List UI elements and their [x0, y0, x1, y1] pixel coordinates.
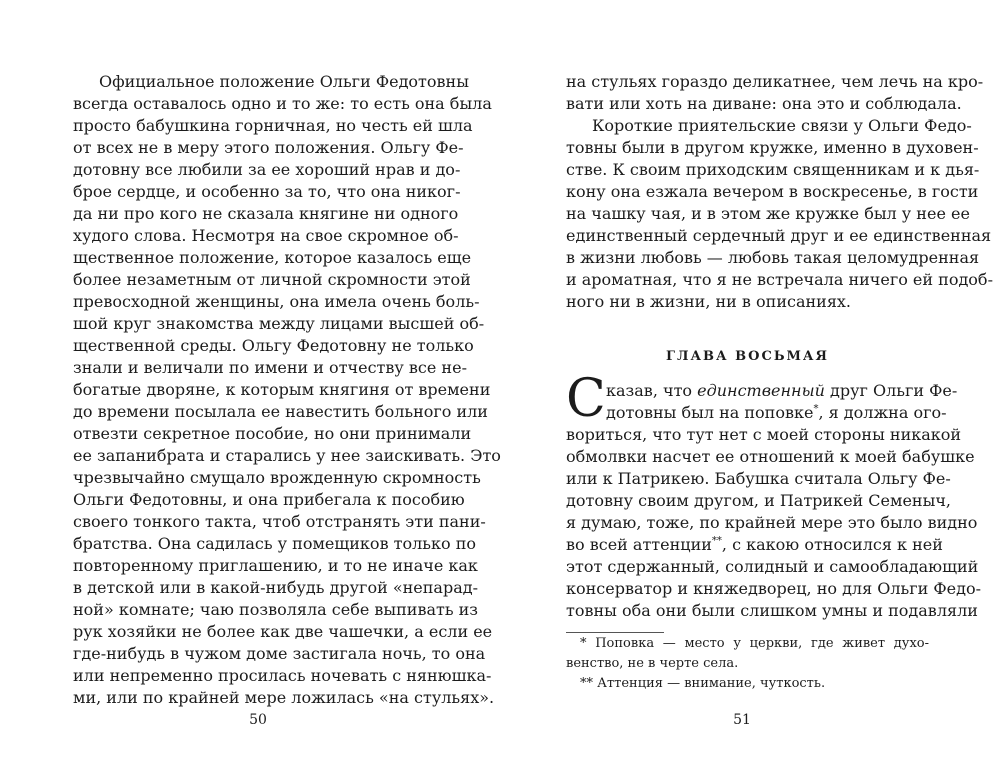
text-line: всегда оставалось одно и то же: то есть она была — [73, 94, 492, 113]
text-line: консерватор и княжедворец, но для Ольги Федо- — [566, 579, 982, 598]
drop-cap: С — [566, 369, 606, 429]
text-line: дотовны был на поповке*, я должна ого- — [606, 403, 947, 422]
text-line: я думаю, тоже, по крайней мере это было видно — [566, 513, 978, 532]
text-line: единственный сердечный друг и ее единственная — [566, 226, 992, 245]
text-line: и ароматная, что я не встречала ничего ей подоб- — [566, 270, 993, 289]
text-line: на чашку чая, и в этом же кружке был у нее ее — [566, 204, 970, 223]
page-number: 51 — [733, 712, 751, 728]
text-line: ее запанибрата и старались у нее заискивать. Это — [73, 446, 501, 465]
text-line: от всех не в меру этого положения. Ольгу Фе- — [73, 138, 464, 157]
footnote-divider — [566, 632, 664, 633]
chapter-heading: ГЛАВА ВОСЬМАЯ — [666, 349, 829, 364]
footnote-marker: * — [813, 403, 819, 415]
text-line: Ольги Федотовны, и она прибегала к пособию — [73, 490, 465, 509]
right-page — [500, 0, 1000, 781]
text-line: дотовну своим другом, и Патрикей Семеныч, — [566, 491, 951, 510]
text-line: Официальное положение Ольги Федотовны — [99, 72, 469, 91]
text-line: ного ни в жизни, ни в описаниях. — [566, 292, 852, 311]
text-line: до времени посылала ее навестить больного или — [73, 402, 488, 421]
text-line: щественное положение, которое казалось еще — [73, 248, 472, 267]
text-line: дотовну все любили за ее хороший нрав и до- — [73, 160, 461, 179]
footnote: ** Аттенция — внимание, чуткость. — [580, 676, 826, 691]
text-line: брое сердце, и особенно за то, что она никог- — [73, 182, 461, 201]
text-line: своего тонкого такта, чтоб отстранять эти пани- — [73, 512, 486, 531]
text-line: богатые дворяне, к которым княгиня от времени — [73, 380, 491, 399]
text-line: знали и величали по имени и отчеству все не- — [73, 358, 467, 377]
text-line: где-нибудь в чужом доме застигала ночь, то она — [73, 644, 486, 663]
text-line: или к Патрикею. Бабушка считала Ольгу Фе- — [566, 469, 951, 488]
text-line: стве. К своим приходским священникам и к дья- — [566, 160, 980, 179]
text-line: вати или хоть на диване: она это и соблюдала. — [566, 94, 962, 113]
text-line: отвезти секретное пособие, но они принимали — [73, 424, 472, 443]
emphasis: единственный — [697, 381, 825, 400]
text-line: товны оба они были слишком умны и подавляли — [566, 601, 978, 620]
text-line: повторенному приглашению, и то не иначе как — [73, 556, 478, 575]
text-line: Короткие приятельские связи у Ольги Федо- — [592, 116, 972, 135]
text-line: более незаметным от личной скромности этой — [73, 270, 471, 289]
text-line: в жизни любовь — любовь такая целомудренная — [566, 248, 980, 267]
text-line: вориться, что тут нет с моей стороны никакой — [566, 425, 962, 444]
text-line: ми, или по крайней мере ложилась «на стульях». — [73, 688, 495, 707]
text-line: рук хозяйки не более как две чашечки, а если ее — [73, 622, 493, 641]
footnote: венство, не в черте села. — [566, 656, 739, 671]
footnote-marker: ** — [711, 535, 722, 547]
text-line: обмолвки насчет ее отношений к моей бабушке — [566, 447, 975, 466]
text-line: превосходной женщины, она имела очень боль- — [73, 292, 480, 311]
text-line: казав, что единственный друг Ольги Фе- — [606, 381, 958, 400]
text-line: этот сдержанный, солидный и самообладающий — [566, 557, 979, 576]
text-line: товны были в другом кружке, именно в духовен- — [566, 138, 979, 157]
text-line: ной» комнате; чаю позволяла себе выпивать из — [73, 600, 479, 619]
text-line: братства. Она садилась у помещиков только по — [73, 534, 477, 553]
text-line: или непременно просилась ночевать с нянюшка- — [73, 666, 492, 685]
text-line: просто бабушкина горничная, но честь ей шла — [73, 116, 473, 135]
text-line: да ни про кого не сказала княгине ни одного — [73, 204, 459, 223]
text-line: кону она езжала вечером в воскресенье, в гости — [566, 182, 979, 201]
text-line: щественной среды. Ольгу Федотовну не только — [73, 336, 474, 355]
text-line: шой круг знакомства между лицами высшей об- — [73, 314, 485, 333]
page-number: 50 — [249, 712, 267, 728]
text-line: во всей аттенции**, с какою относился к ней — [566, 535, 943, 554]
text-line: в детской или в какой-нибудь другой «непарад- — [73, 578, 478, 597]
text-line: на стульях гораздо деликатнее, чем лечь на кро- — [566, 72, 984, 91]
footnote: * Поповка — место у церкви, где живет духо- — [580, 636, 929, 651]
text-line: чрезвычайно смущало врожденную скромность — [73, 468, 481, 487]
text-line: худого слова. Несмотря на свое скромное об- — [73, 226, 459, 245]
